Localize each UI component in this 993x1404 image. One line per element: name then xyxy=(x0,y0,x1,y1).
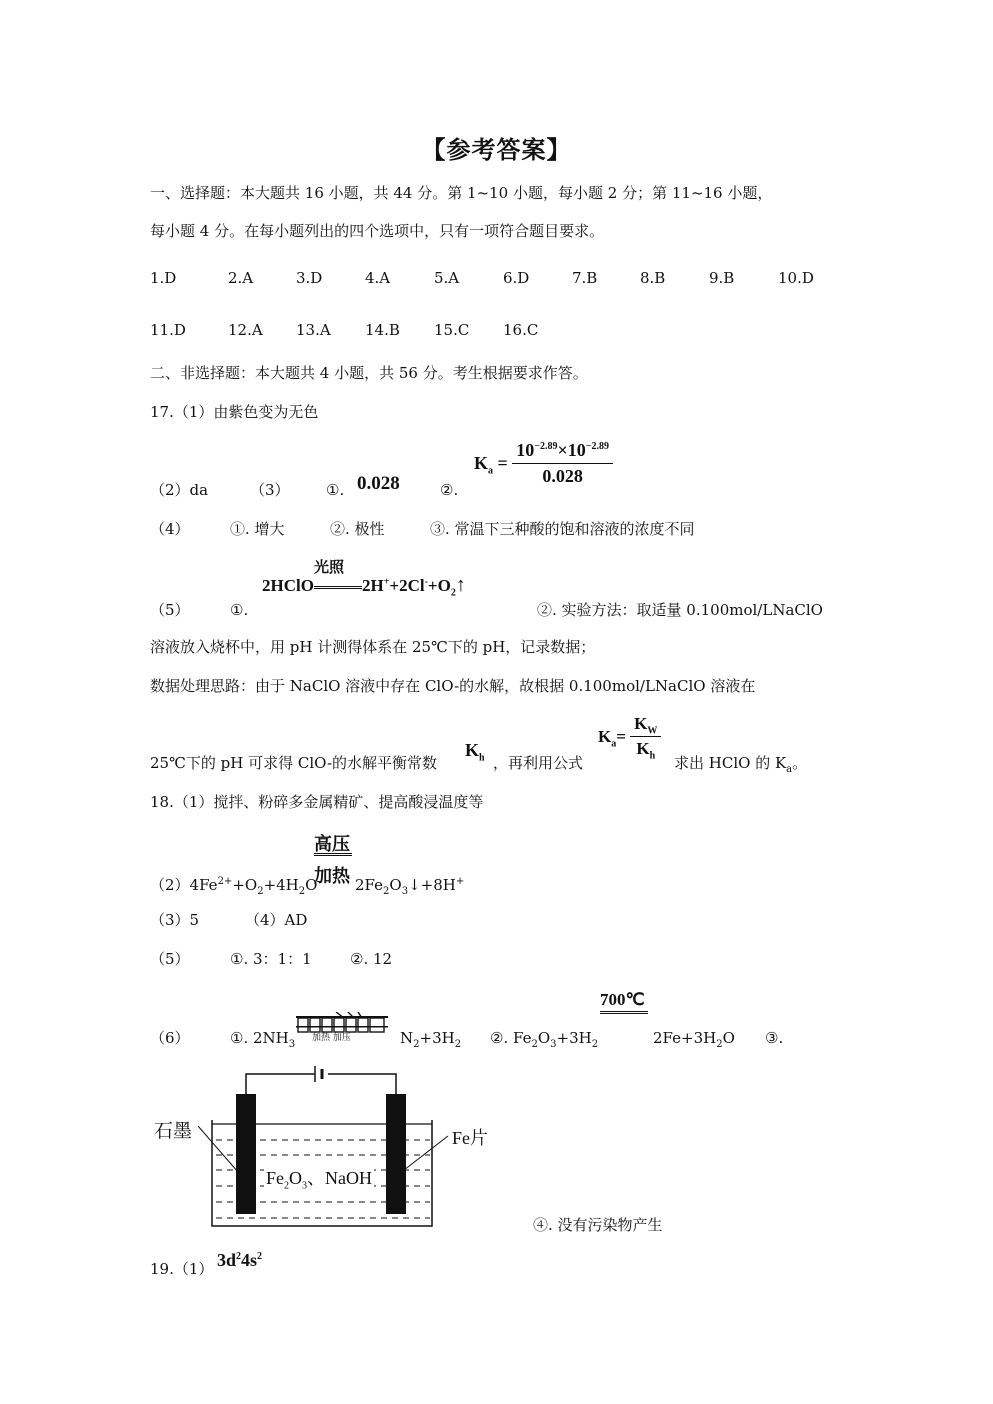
q18-part6-3: ③. xyxy=(765,1029,784,1047)
q17-part5-line2: 溶液放入烧杯中，用 pH 计测得体系在 25℃下的 pH，记录数据； xyxy=(150,638,596,656)
ka-expression: $K_a$ = $\frac{10^{-2.89}\times 10^{-2.89}}{0.028}$ xyxy=(474,440,613,487)
answer-item: 11.D xyxy=(150,321,186,339)
condition-heating: 加热 xyxy=(314,866,350,886)
ka-formula: $K_a=$ $\frac{K_W}{K_h}$ xyxy=(598,714,661,759)
kh-symbol: $K_h$ xyxy=(465,740,485,764)
electron-configuration: $3d^24s^2$ xyxy=(217,1250,263,1270)
answer-item: 1.D xyxy=(150,269,177,287)
q17-part5-line3: 数据处理思路：由于 NaClO 溶液中存在 ClO-的水解，故根据 0.100mol/LNaClO 溶液在 xyxy=(150,677,756,695)
answer-item: 7.B xyxy=(572,269,598,287)
q18-part6-2-left: ②. $Fe_2O_3+3H_2$ xyxy=(490,1029,599,1050)
answer-item: 10.D xyxy=(778,269,814,287)
q18-part6-2-right: $2Fe+3H_2O$ xyxy=(653,1029,735,1050)
answer-item: 5.A xyxy=(434,269,460,287)
q17-part5-line4c: 求出 HClO 的 $K_a$。 xyxy=(674,754,808,775)
section1-line1: 一、选择题：本大题共 16 小题，共 44 分。第 1~10 小题，每小题 2 分；第 11~16 小题， xyxy=(150,184,773,202)
fe-sheet-label: Fe片 xyxy=(452,1128,488,1148)
q18-part4: （4）AD xyxy=(245,911,308,929)
q18-part1: 18.（1）搅拌、粉碎多金属精矿、提高酸浸温度等 xyxy=(150,793,484,811)
answer-item: 9.B xyxy=(709,269,735,287)
q17-part3-1: ①. xyxy=(326,481,345,499)
q18-part3: （3）5 xyxy=(150,911,200,929)
q18-part6-1-right: $N_2+3H_2$ xyxy=(400,1029,462,1050)
ka-fraction: $\frac{10^{-2.89}\times 10^{-2.89}}{0.028}$ xyxy=(512,440,613,487)
answer-item: 4.A xyxy=(365,269,391,287)
q17-part2: （2）da xyxy=(150,481,209,499)
answer-item: 12.A xyxy=(228,321,263,339)
q18-part2-left: $(2)4Fe^{2+}+O_2+4H_2O$ xyxy=(150,876,318,897)
page-title: 【参考答案】 xyxy=(421,136,572,164)
answer-item: 6.D xyxy=(503,269,530,287)
q17-part5-2: ②. 实验方法：取适量 0.100mol/LNaClO xyxy=(537,601,823,619)
condition-high-pressure: 高压 xyxy=(314,834,350,854)
q19-part1-label: 19.（1） xyxy=(150,1260,214,1278)
q17-part3-2: ②. xyxy=(440,481,459,499)
q17-part5-1: ①. xyxy=(230,601,249,619)
answer-item: 3.D xyxy=(296,269,323,287)
q17-part4-3: ③. 常温下三种酸的饱和溶液的浓度不同 xyxy=(430,520,695,538)
q17-part5-line4b: ，再利用公式 xyxy=(493,754,584,772)
svg-text:加热 加压: 加热 加压 xyxy=(312,1033,351,1042)
q18-part6-label: （6） xyxy=(150,1029,190,1047)
section1-line2: 每小题 4 分。在每小题列出的四个选项中，只有一项符合题目要求。 xyxy=(150,222,605,240)
q17-part5-line4: 25℃下的 pH 可求得 ClO-的水解平衡常数 xyxy=(150,754,438,772)
answer-item: 13.A xyxy=(296,321,331,339)
condition-700: 700℃ xyxy=(600,990,645,1009)
q18-part6-4: ④. 没有污染物产生 xyxy=(533,1216,663,1234)
q17-part5-label: （5） xyxy=(150,601,190,619)
equals-sign xyxy=(314,853,352,856)
graphite-label: 石墨 xyxy=(154,1120,193,1142)
photolysis-equation: 2HClO $2H^++2Cl^-+O_2↑$ xyxy=(262,574,466,599)
q17-part4-label: （4） xyxy=(150,520,190,538)
equals-sign xyxy=(600,1011,648,1014)
q18-part5-2: ②. 12 xyxy=(350,950,393,968)
q18-part6-1-left: ①. $2NH_3$ xyxy=(230,1029,296,1050)
electrolysis-diagram xyxy=(150,1060,495,1235)
overlapped-condition-text xyxy=(296,1012,388,1042)
q17-part1: 17.（1）由紫色变为无色 xyxy=(150,403,319,421)
q17-part3-value: 0.028 xyxy=(357,473,400,494)
q17-part4-2: ②. 极性 xyxy=(330,520,385,538)
q17-part4-1: ①. 增大 xyxy=(230,520,285,538)
q18-part5-1: ①. 3：1：1 xyxy=(230,950,312,968)
q17-part3-label: （3） xyxy=(250,481,290,499)
answer-item: 8.B xyxy=(640,269,666,287)
answer-item: 15.C xyxy=(434,321,470,339)
section2-heading: 二、非选择题：本大题共 4 小题，共 56 分。考生根据要求作答。 xyxy=(150,364,588,382)
q18-part5-label: （5） xyxy=(150,950,190,968)
answer-item: 14.B xyxy=(365,321,400,339)
answer-item: 2.A xyxy=(228,269,254,287)
answer-item: 16.C xyxy=(503,321,539,339)
q18-part2-right: $2Fe_2O_3↓+8H^+$ xyxy=(355,876,465,897)
equation-condition: 光照 xyxy=(314,560,345,576)
solution-label: $Fe_2O_3$、NaOH xyxy=(264,1164,374,1190)
